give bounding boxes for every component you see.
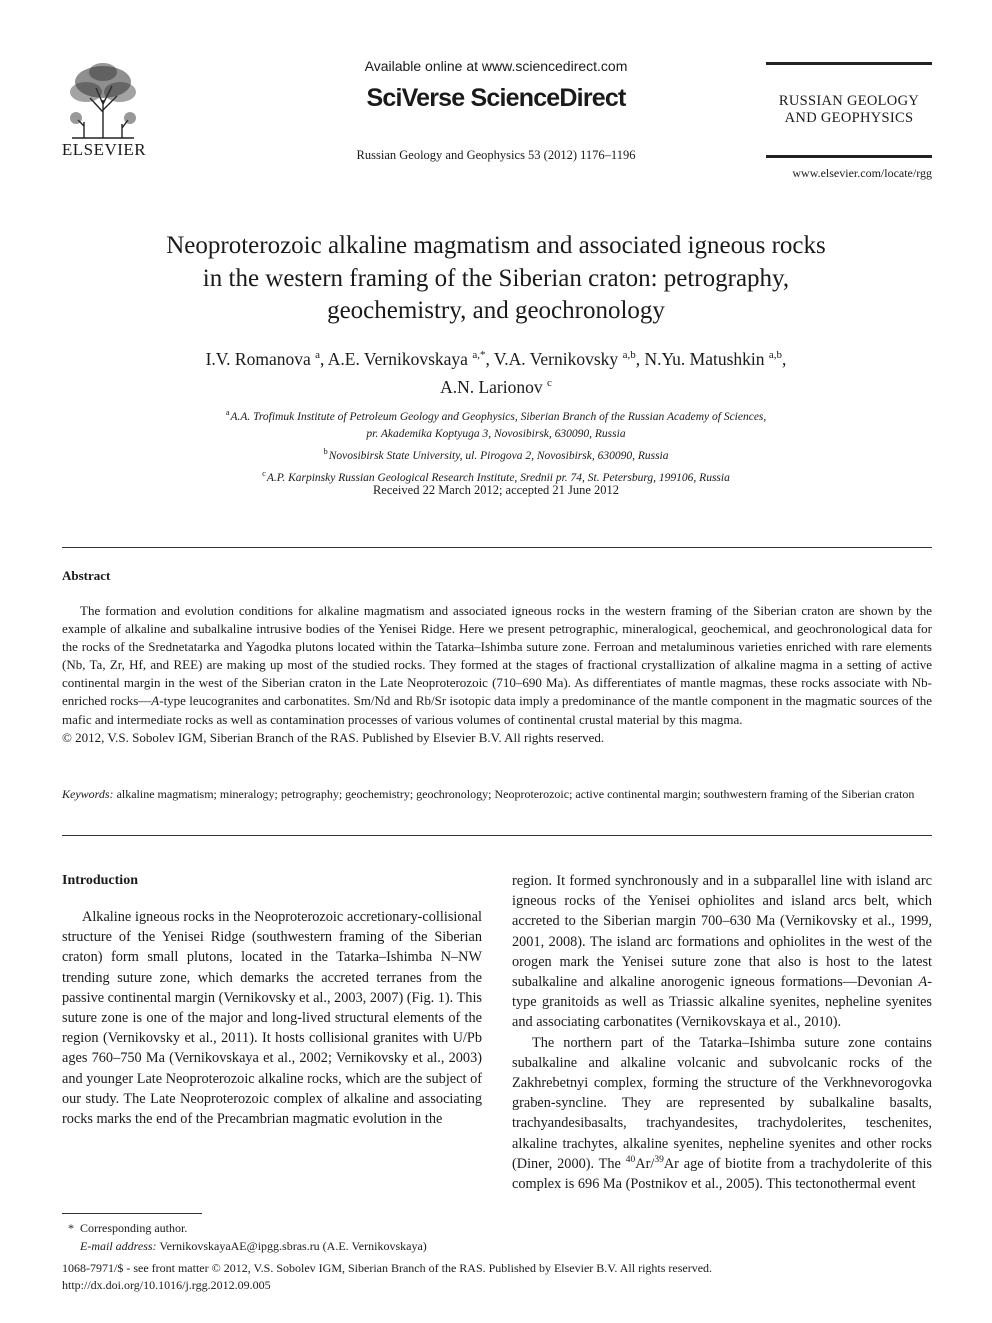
keywords [62, 786, 932, 803]
author-name[interactable]: N.Yu. Matushkin [644, 348, 765, 369]
footnote [62, 1220, 492, 1255]
isotope-sup: 40 [625, 1155, 636, 1166]
affil-sup: b [323, 445, 328, 456]
author-affil-sup: a,b [768, 349, 783, 361]
body-text: Ar/ [635, 1155, 655, 1172]
body-italic: A [918, 974, 928, 991]
title-line: in the western framing of the Siberian craton: petrography, [202, 264, 790, 292]
divider-bottom [62, 835, 932, 836]
received-dates: Received 22 March 2012; accepted 21 June 2012 [372, 483, 620, 497]
author-line-2 [80, 371, 912, 399]
body-text: The northern part of the Tatarka–Ishimba suture zone contains subalkaline and alkaline volcanic and subvolcanic rocks of the Zakhrebetnyi complex, forming the structure of the Verkhnevorogovka graben-syncline. They are represented by subalkaline basalts, trachyandesibasalts, trachyandesites, trachydolerites, teschenites, alkaline trachytes, alkaline syenites, nepheline syenites and other rocks (Diner, 2000). The [512, 1034, 932, 1172]
email-label: E-mail address: [80, 1238, 157, 1253]
journal-rule-top [766, 62, 932, 65]
affil-text: pr. Akademika Koptyuga 3, Novosibirsk, 630090, Russia [366, 427, 626, 440]
author-affil-sup: a,* [472, 349, 486, 361]
author-separator: , [635, 348, 645, 369]
footnote-star: * [68, 1221, 74, 1235]
affil-sup: c [262, 467, 266, 478]
email-link[interactable]: VernikovskayaAE@ipgg.sbras.ru (A.E. Vernikovskaya) [156, 1238, 427, 1253]
affiliation [60, 426, 932, 443]
journal-name-line1: RUSSIAN GEOLOGY [778, 93, 920, 109]
journal-rule-bottom [766, 155, 932, 158]
journal-name [766, 93, 932, 127]
elsevier-tree-logo [62, 60, 144, 140]
author-affil-sup: a,b [622, 349, 636, 361]
footnote-rule [62, 1213, 202, 1214]
copyright-line: 1068-7971/$ - see front matter © 2012, V.S. Sobolev IGM, Siberian Branch of the RAS. Published by Elsevier B.V. All rights reserved. [62, 1261, 713, 1275]
body-text: -type granitoids as well as Triassic alkaline syenites, nepheline syenites and associating carbonatites (Vernikovskaya et al., 2010). [512, 974, 932, 1031]
front-matter [62, 1260, 932, 1294]
sciverse-sciencedirect-logo: SciVerse ScienceDirect [366, 84, 626, 112]
author-affil-sup: c [547, 376, 552, 389]
abstract-paragraph [62, 602, 932, 729]
journal-url-link[interactable]: www.elsevier.com/locate/rgg [792, 166, 932, 180]
author-affil-sup: a [315, 349, 320, 361]
author-line-1 [80, 343, 912, 371]
keywords-label: Keywords: [62, 787, 114, 801]
author-name[interactable]: I.V. Romanova [205, 348, 311, 369]
intro-paragraph [512, 871, 932, 1033]
affil-text: Novosibirsk State University, ul. Pirogova 2, Novosibirsk, 630090, Russia [328, 449, 669, 462]
article-title [80, 230, 912, 328]
keywords-text: alkaline magmatism; mineralogy; petrography; geochemistry; geochronology; Neoproterozoic; active continental margin; southwestern framing of the Siberian craton [113, 787, 915, 801]
introduction-heading: Introduction [62, 873, 138, 888]
affiliations [60, 404, 932, 486]
abstract-body [62, 602, 932, 747]
corresponding-text: Corresponding author. [80, 1221, 188, 1235]
available-online-text: Available online at www.sciencedirect.com [364, 58, 628, 74]
abstract-copyright: © 2012, V.S. Sobolev IGM, Siberian Branch of the RAS. Published by Elsevier B.V. All rights reserved. [62, 729, 605, 745]
abstract-text: -type leucogranites and carbonatites. Sm/Nd and Rb/Sr isotopic data imply a predominance of the mantle component in the magmatic sources of the mafic and intermediate rocks as well as contamination processes of various volumes of continental crustal material by this magma. [62, 693, 932, 727]
intro-left-column: Alkaline igneous rocks in the Neoproterozoic accretionary-collisional structure of the Yenisei Ridge (southwestern framing of the Siberian craton) form small plutons, located in the Tatarka–Ishimba N–NW trending suture zone, which demarks the accreted terranes from the passive continental margin (Vernikovsky et al., 2003, 2007) (Fig. 1). This suture zone is one of the major and long-lived structural elements of the region (Vernikovsky et al., 2011). It hosts collisional granites with U/Pb ages 760–750 Ma (Vernikovskaya et al., 2002; Vernikovsky et al., 2003) and younger Late Neoproterozoic alkaline rocks, which are the subject of our study. The Late Neoproterozoic complex of alkaline and associating rocks marks the end of the Precambrian magmatic evolution in the [62, 909, 482, 1128]
divider-top [62, 547, 932, 548]
journal-citation: Russian Geology and Geophysics 53 (2012) 1176–1196 [356, 148, 636, 162]
affil-sup: a [225, 407, 230, 417]
title-line: Neoproterozoic alkaline magmatism and associated igneous rocks [166, 232, 826, 259]
body-text: Ar age of biotite from a trachydolerite of this complex is 696 Ma (Postnikov et al., 2005). This tectonothermal event [512, 1155, 932, 1193]
affiliation [60, 443, 932, 465]
affiliation [60, 404, 932, 426]
author-separator: , [485, 348, 494, 369]
abstract-italic: A [151, 693, 160, 709]
elsevier-wordmark: ELSEVIER [61, 140, 147, 159]
intro-right-column [512, 871, 932, 1194]
author-separator: , [782, 348, 787, 369]
affil-text: A.P. Karpinsky Russian Geological Research Institute, Srednii pr. 74, St. Petersburg, 199106, Russia [266, 471, 730, 484]
abstract-text: The formation and evolution conditions for alkaline magmatism and associated igneous rocks in the western framing of the Siberian craton are shown by the example of alkaline and subalkaline intrusive bodies of the Yenisei Ridge. Here we present petrographic, mineralogical, geochemical, and geochronological data for the rocks of the Srednetatarka and Yagodka plutons located within the Tatarka–Ishimba suture zone. Ferroan and metaluminous varieties enriched with rare elements (Nb, Ta, Zr, Hf, and REE) are making up most of the studied rocks. They formed at the stages of fractional crystallization of alkaline magma in a setting of active continental margin in the west of the Siberian craton in the Late Neoproterozoic (710–690 Ma). As differentiates of mantle magmas, these rocks associate with Nb-enriched rocks— [62, 603, 932, 709]
author-name[interactable]: A.E. Vernikovskaya [327, 348, 468, 369]
journal-name-line2: AND GEOPHYSICS [784, 110, 914, 126]
body-text: region. It formed synchronously and in a subparallel line with island arc igneous rocks of the Yenisei ophiolites and island arcs belt, which accreted to the Siberian margin 700–630 Ma (Vernikovsky et al., 1999, 2001, 2008). The island arc formations and ophiolites in the west of the orogen mark the Yenisei suture zone that also is host to the latest subalkaline and alkaline anorogenic igneous formations—Devonian [512, 873, 932, 991]
author-name[interactable]: A.N. Larionov [440, 376, 543, 397]
affil-text: A.A. Trofimuk Institute of Petroleum Geology and Geophysics, Siberian Branch of the Russian Academy of Sciences, [230, 410, 767, 423]
doi-link[interactable]: http://dx.doi.org/10.1016/j.rgg.2012.09.005 [62, 1278, 271, 1292]
intro-paragraph [512, 1033, 932, 1195]
author-separator: , [320, 348, 328, 369]
abstract-heading: Abstract [62, 568, 111, 583]
corresponding-author-note [62, 1220, 492, 1238]
isotope-sup: 39 [654, 1155, 664, 1166]
author-name[interactable]: V.A. Vernikovsky [493, 348, 619, 369]
author-list [80, 343, 912, 399]
email-line [62, 1238, 492, 1256]
title-line: geochemistry, and geochronology [327, 297, 665, 324]
